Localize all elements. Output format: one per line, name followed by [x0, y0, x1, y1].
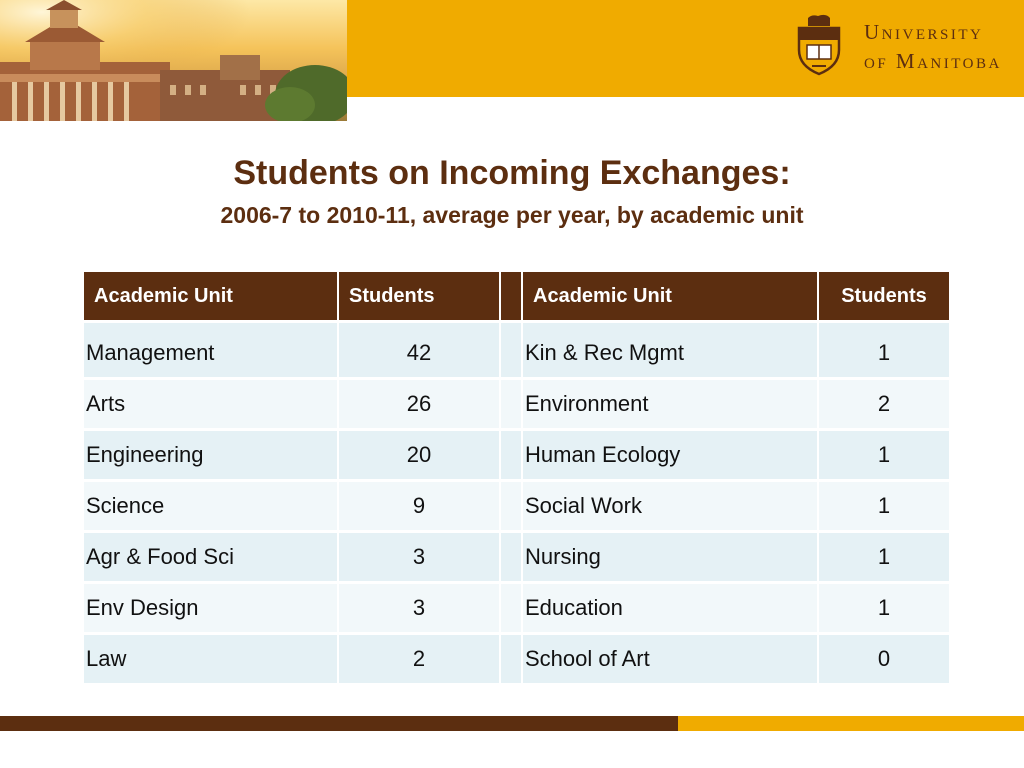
unit-right: School of Art [522, 634, 818, 684]
logo-line-1: University [864, 20, 984, 44]
campus-photo [0, 0, 347, 121]
footer-bar-brown [0, 716, 678, 731]
header-academic-unit-right: Academic Unit [522, 272, 818, 322]
table-row [84, 634, 950, 684]
table-row [84, 379, 950, 430]
unit-left: Env Design [84, 583, 338, 634]
university-logo[interactable] [792, 14, 1014, 78]
unit-right: Education [522, 583, 818, 634]
table-row [84, 532, 950, 583]
students-right: 2 [818, 379, 950, 430]
unit-left: Agr & Food Sci [84, 532, 338, 583]
footer-bar-gold [678, 716, 1024, 731]
table-row [84, 481, 950, 532]
spacer-cell [500, 430, 522, 481]
students-right: 1 [818, 322, 950, 379]
students-right: 1 [818, 481, 950, 532]
students-left: 42 [338, 322, 500, 379]
table-row [84, 583, 950, 634]
unit-right: Nursing [522, 532, 818, 583]
logo-line-2: of Manitoba [864, 49, 1002, 73]
students-left: 2 [338, 634, 500, 684]
spacer-cell [500, 583, 522, 634]
students-left: 9 [338, 481, 500, 532]
unit-left: Management [84, 322, 338, 379]
spacer-cell [500, 322, 522, 379]
header-spacer [500, 272, 522, 322]
table-header-row [84, 272, 950, 322]
header-students-left: Students [338, 272, 500, 322]
students-right: 1 [818, 532, 950, 583]
students-right: 0 [818, 634, 950, 684]
header-students-right: Students [818, 272, 950, 322]
unit-right: Social Work [522, 481, 818, 532]
students-left: 26 [338, 379, 500, 430]
students-left: 3 [338, 532, 500, 583]
unit-right: Environment [522, 379, 818, 430]
logo-wordmark [864, 22, 1002, 72]
slide-subtitle: 2006-7 to 2010-11, average per year, by academic unit [220, 202, 804, 228]
table-row [84, 430, 950, 481]
students-left: 3 [338, 583, 500, 634]
spacer-cell [500, 379, 522, 430]
students-right: 1 [818, 583, 950, 634]
spacer-cell [500, 532, 522, 583]
students-right: 1 [818, 430, 950, 481]
unit-left: Science [84, 481, 338, 532]
table-row [84, 322, 950, 379]
unit-right: Human Ecology [522, 430, 818, 481]
unit-left: Law [84, 634, 338, 684]
header-academic-unit-left: Academic Unit [84, 272, 338, 322]
unit-right: Kin & Rec Mgmt [522, 322, 818, 379]
students-left: 20 [338, 430, 500, 481]
exchange-table [84, 272, 951, 683]
spacer-cell [500, 481, 522, 532]
crest-icon [796, 14, 842, 76]
unit-left: Arts [84, 379, 338, 430]
unit-left: Engineering [84, 430, 338, 481]
spacer-cell [500, 634, 522, 684]
slide-title: Students on Incoming Exchanges: [233, 154, 791, 192]
